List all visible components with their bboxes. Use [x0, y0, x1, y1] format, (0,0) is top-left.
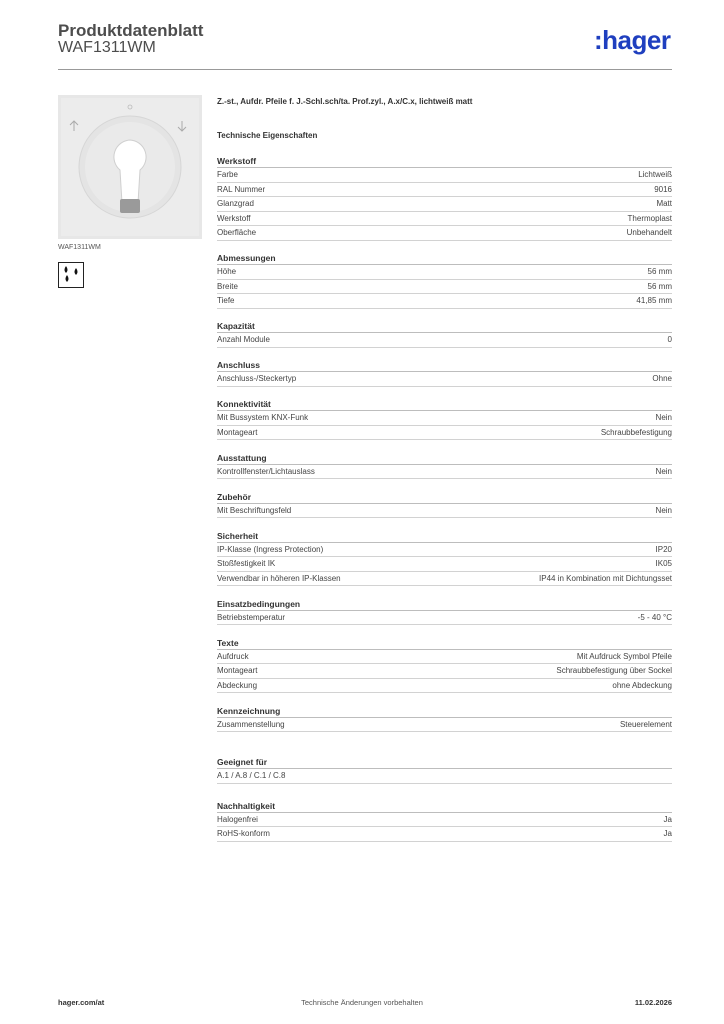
- section-heading: Sicherheit: [217, 530, 672, 543]
- section-anschluss: [217, 359, 672, 387]
- product-image: [58, 95, 202, 239]
- water-drops-icon: [58, 262, 84, 288]
- property-value: ohne Abdeckung: [612, 680, 672, 690]
- property-value: -5 - 40 °C: [637, 612, 672, 622]
- property-row: [217, 197, 672, 212]
- property-label: Montageart: [217, 666, 258, 675]
- property-label: Abdeckung: [217, 680, 258, 690]
- section-heading: Kapazität: [217, 320, 672, 333]
- property-row: [217, 411, 672, 426]
- section-heading: Ausstattung: [217, 452, 672, 465]
- section-heading: Konnektivität: [217, 398, 672, 411]
- property-value: Ja: [663, 829, 672, 838]
- footer-note: Technische Änderungen vorbehalten: [301, 998, 423, 1007]
- hager-logo[interactable]: :hager: [594, 25, 671, 55]
- property-row: [217, 426, 672, 441]
- property-label: Betriebstemperatur: [217, 612, 286, 622]
- section-heading: Nachhaltigkeit: [217, 800, 672, 813]
- section-heading: Texte: [217, 637, 672, 650]
- property-value: 0: [667, 335, 672, 344]
- section-kapazit-t: [217, 320, 672, 348]
- section-heading: Kennzeichnung: [217, 705, 672, 718]
- product-description: Z.-st., Aufdr. Pfeile f. J.-Schl.sch/ta. Prof.zyl., A.x/C.x, lichtweiß matt: [217, 97, 473, 106]
- section-heading: Geeignet für: [217, 756, 672, 769]
- tech-properties-heading: Technische Eigenschaften: [217, 131, 318, 140]
- property-row: [217, 372, 672, 387]
- section-heading: Abmessungen: [217, 252, 672, 265]
- property-value: IK05: [655, 559, 672, 568]
- section-heading: Zubehör: [217, 491, 672, 504]
- section-heading: Werkstoff: [217, 155, 672, 168]
- property-value: Thermoplast: [627, 213, 672, 223]
- property-row: [217, 212, 672, 227]
- property-label: IP-Klasse (Ingress Protection): [217, 544, 324, 554]
- property-label: Tiefe: [217, 296, 235, 305]
- property-value: Ja: [663, 814, 672, 824]
- property-row: [217, 813, 672, 828]
- property-row: [217, 543, 672, 558]
- property-value: Schraubbefestigung über Sockel: [556, 666, 672, 675]
- footer-website[interactable]: hager.com/at: [58, 998, 105, 1007]
- property-label: Verwendbar in höheren IP-Klassen: [217, 573, 341, 583]
- property-value: IP44 in Kombination mit Dichtungsset: [539, 573, 672, 583]
- property-label: RoHS-konform: [217, 829, 270, 838]
- property-label: Zusammenstellung: [217, 719, 285, 729]
- property-label: Mit Beschriftungsfeld: [217, 505, 292, 515]
- property-row: [217, 664, 672, 679]
- property-row: [217, 557, 672, 572]
- property-value: Lichtweiß: [638, 170, 672, 179]
- image-caption: WAF1311WM: [58, 244, 101, 251]
- property-row: [217, 650, 672, 665]
- property-row: [217, 333, 672, 348]
- property-value: Nein: [655, 505, 672, 515]
- section-heading: Einsatzbedingungen: [217, 598, 672, 611]
- property-row: [217, 294, 672, 309]
- section-abmessungen: [217, 252, 672, 309]
- property-row: [217, 504, 672, 519]
- section-nachhaltigkeit: [217, 800, 672, 842]
- property-value: Nein: [655, 466, 672, 476]
- property-row: [217, 168, 672, 183]
- property-label: Breite: [217, 281, 238, 291]
- property-value: Unbehandelt: [626, 228, 672, 237]
- section-kennzeichnung: [217, 705, 672, 733]
- property-value: Mit Aufdruck Symbol Pfeile: [576, 651, 672, 661]
- property-label: Farbe: [217, 170, 238, 179]
- property-label: Aufdruck: [217, 651, 249, 661]
- property-label: Höhe: [217, 267, 237, 276]
- property-label: Anschluss-/Steckertyp: [217, 374, 297, 383]
- section-werkstoff: [217, 155, 672, 241]
- property-value: Nein: [655, 413, 672, 422]
- property-row: [217, 718, 672, 733]
- section-ausstattung: [217, 452, 672, 480]
- property-value: Ohne: [652, 374, 672, 383]
- property-row: [217, 265, 672, 280]
- property-value: Steuerelement: [619, 719, 672, 729]
- property-value: 9016: [654, 184, 672, 194]
- property-row: [217, 465, 672, 480]
- property-label: A.1 / A.8 / C.1 / C.8: [217, 771, 286, 780]
- section-einsatzbedingungen: [217, 598, 672, 626]
- property-label: Mit Bussystem KNX-Funk: [217, 413, 309, 422]
- property-row: [217, 769, 672, 784]
- property-row: [217, 183, 672, 198]
- property-value: 56 mm: [647, 281, 672, 291]
- section-konnektivit-t: [217, 398, 672, 440]
- property-value: Schraubbefestigung: [600, 427, 672, 437]
- property-value: Matt: [656, 199, 672, 208]
- property-value: IP20: [655, 544, 672, 554]
- property-row: [217, 611, 672, 626]
- footer-date: 11.02.2026: [634, 998, 672, 1007]
- property-label: Glanzgrad: [217, 199, 254, 208]
- property-label: Halogenfrei: [217, 814, 258, 824]
- header-divider: [58, 69, 672, 70]
- property-label: Werkstoff: [217, 213, 251, 223]
- property-label: Anzahl Module: [217, 335, 270, 344]
- property-row: [217, 280, 672, 295]
- product-code: WAF1311WM: [58, 39, 156, 56]
- property-row: [217, 679, 672, 694]
- property-label: Kontrollfenster/Lichtauslass: [217, 466, 315, 476]
- document-title: Produktdatenblatt: [58, 21, 204, 40]
- property-label: RAL Nummer: [217, 184, 266, 194]
- property-value: 41,85 mm: [636, 296, 672, 305]
- property-value: 56 mm: [647, 267, 672, 276]
- section-geeignet-f-r: [217, 756, 672, 784]
- section-heading: Anschluss: [217, 359, 672, 372]
- property-label: Stoßfestigkeit IK: [217, 559, 276, 568]
- section-sicherheit: [217, 530, 672, 587]
- section-zubeh-r: [217, 491, 672, 519]
- property-row: [217, 572, 672, 587]
- section-texte: [217, 637, 672, 694]
- property-row: [217, 226, 672, 241]
- property-label: Oberfläche: [217, 228, 257, 237]
- property-row: [217, 827, 672, 842]
- properties-table: [217, 155, 672, 842]
- property-label: Montageart: [217, 427, 258, 437]
